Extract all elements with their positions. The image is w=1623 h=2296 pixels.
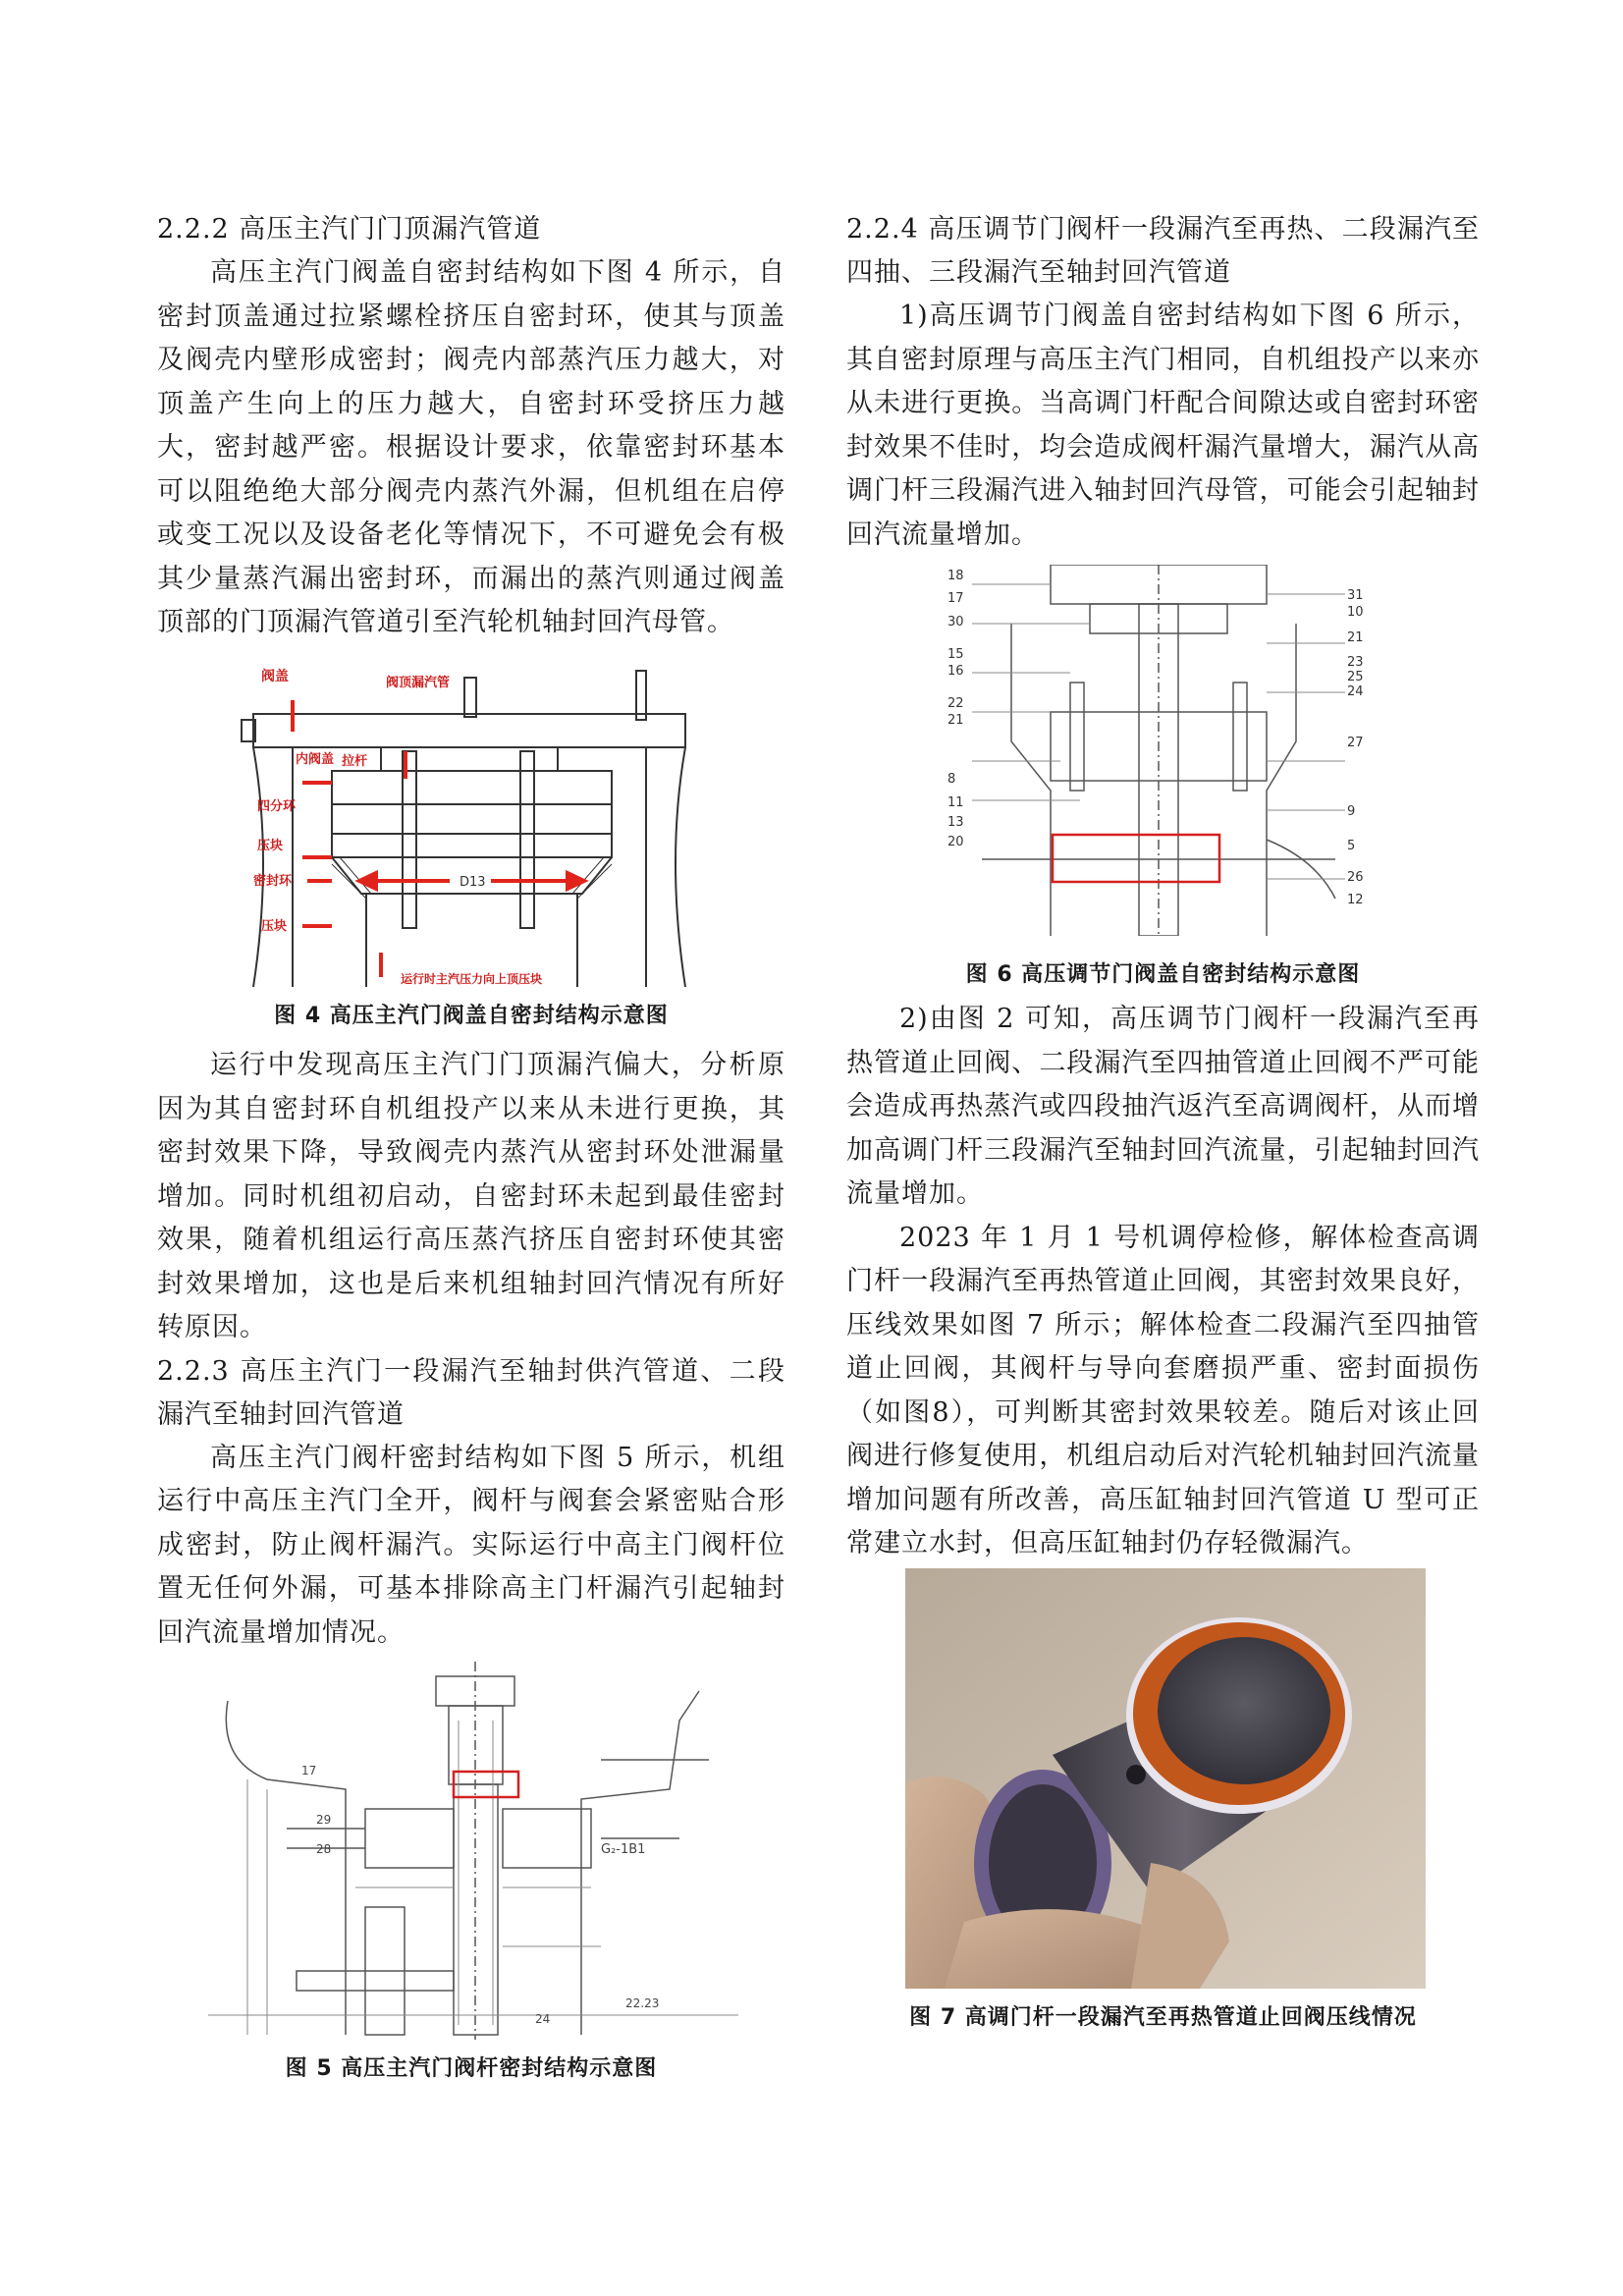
figure-6-left-numbers bbox=[947, 569, 964, 849]
fig6-left-number: 16 bbox=[947, 664, 964, 679]
fig6-left-number: 22 bbox=[947, 696, 964, 711]
fig6-right-number: 26 bbox=[1347, 870, 1364, 885]
label-bottom-note: 运行时主汽压力向上顶压块 bbox=[401, 972, 543, 986]
figure-6 bbox=[943, 565, 1375, 936]
label-dimension: D13 bbox=[460, 875, 486, 890]
label-cover: 阀盖 bbox=[261, 669, 289, 684]
section-2-2-3-heading: 2.2.3 高压主汽门一段漏汽至轴封供汽管道、二段漏汽至轴封回汽管道 bbox=[157, 1355, 785, 1430]
fig6-left-number: 20 bbox=[947, 835, 964, 849]
fig6-left-number: 17 bbox=[947, 591, 964, 606]
fig5-label-g2: G₂-1B1 bbox=[601, 1842, 646, 1857]
label-press-block-2: 压块 bbox=[261, 919, 288, 934]
label-four-split-ring: 四分环 bbox=[257, 799, 297, 814]
fig6-left-number: 15 bbox=[947, 647, 964, 662]
figure-7-caption: 图 7 高调门杆一段漏汽至再热管道止回阀压线情况 bbox=[909, 2005, 1417, 2030]
figure-6-diagram bbox=[943, 565, 1375, 936]
left-column bbox=[157, 208, 785, 645]
section-2-2-2-heading: 2.2.2 高压主汽门门顶漏汽管道 bbox=[157, 214, 542, 245]
fig5-label-17: 17 bbox=[301, 1764, 317, 1777]
fig6-right-number: 23 bbox=[1347, 655, 1364, 670]
section-2-2-4-heading: 2.2.4 高压调节门阀杆一段漏汽至再热、二段漏汽至四抽、三段漏汽至轴封回汽管道 bbox=[846, 214, 1480, 288]
label-seal-ring: 密封环 bbox=[253, 874, 293, 889]
figure-4-caption: 图 4 高压主汽门阀盖自密封结构示意图 bbox=[274, 1004, 669, 1028]
fig6-left-number: 8 bbox=[947, 772, 956, 787]
section-2-2-4-paragraph-1: 1)高压调节门阀盖自密封结构如下图 6 所示，其自密封原理与高压主汽门相同，自机组投产以来亦从未进行更换。当高调门杆配合间隙达或自密封环密封效果不佳时，均会造成阀杆漏汽量增大，漏汽从高调门杆三段漏汽进入轴封回汽母管，可能会引起轴封回汽流量增加。 bbox=[846, 301, 1480, 550]
fig6-left-number: 21 bbox=[947, 713, 964, 728]
label-press-block: 压块 bbox=[257, 839, 284, 853]
figure-5-caption: 图 5 高压主汽门阀杆密封结构示意图 bbox=[285, 2056, 658, 2081]
right-column bbox=[846, 208, 1480, 557]
left-column-continued bbox=[157, 1044, 785, 1655]
section-2-2-4-paragraph-3: 2023 年 1 月 1 号机调停检修，解体检查高调门杆一段漏汽至再热管道止回阀，其密封效果良好，压线效果如图 7 所示；解体检查二段漏汽至四抽管道止回阀，其阀杆与导向套磨损严重、密封面损伤（如图8），可判断其密封效果较差。随后对该止回阀进行修复使用，机组启动后对汽轮机轴封回汽流量增加问题有所改善，高压缸轴封回汽管道 U 型可正常建立水封，但高压缸轴封仍存轻微漏汽。 bbox=[846, 1222, 1480, 1558]
figure-6-caption: 图 6 高压调节门阀盖自密封结构示意图 bbox=[965, 962, 1361, 987]
fig5-label-22-23: 22.23 bbox=[625, 1996, 660, 2010]
figure-6-right-numbers bbox=[1347, 588, 1364, 907]
label-tie-rod: 拉杆 bbox=[342, 754, 368, 769]
section-2-2-2-paragraph-2: 运行中发现高压主汽门门顶漏汽偏大，分析原因为其自密封环自机组投产以来从未进行更换，其密封效果下降，导致阀壳内蒸汽从密封环处泄漏量增加。同时机组初启动，自密封环未起到最佳密封效果，随着机组运行高压蒸汽挤压自密封环使其密封效果增加，这也是后来机组轴封回汽情况有所好转原因。 bbox=[157, 1050, 785, 1342]
fig6-left-number: 30 bbox=[947, 615, 964, 629]
fig5-label-29: 29 bbox=[316, 1813, 332, 1827]
fig5-label-24: 24 bbox=[535, 2012, 551, 2026]
figure-4 bbox=[234, 663, 705, 987]
fig6-left-number: 11 bbox=[947, 795, 964, 810]
fig6-left-number: 18 bbox=[947, 569, 964, 583]
label-top-leak-pipe: 阀顶漏汽管 bbox=[386, 676, 451, 690]
fig6-right-number: 9 bbox=[1347, 804, 1356, 819]
figure-6-highlight-box bbox=[1053, 835, 1219, 882]
fig6-right-number: 12 bbox=[1347, 893, 1364, 907]
label-inner-cover: 内阀盖 bbox=[296, 752, 335, 767]
figure-5-diagram bbox=[208, 1662, 738, 2040]
fig6-right-number: 10 bbox=[1347, 605, 1364, 620]
figure-5 bbox=[208, 1662, 738, 2040]
figure-7-illustration bbox=[905, 1568, 1426, 1989]
figure-7-photo bbox=[905, 1568, 1426, 1989]
section-2-2-2-paragraph-1: 高压主汽门阀盖自密封结构如下图 4 所示，自密封顶盖通过拉紧螺栓挤压自密封环，使其与顶盖及阀壳内壁形成密封；阀壳内部蒸汽压力越大，对顶盖产生向上的压力越大，自密封环受挤压力越大，密封越严密。根据设计要求，依靠密封环基本可以阻绝绝大部分阀壳内蒸汽外漏，但机组在启停或变工况以及设备老化等情况下，不可避免会有极其少量蒸汽漏出密封环，而漏出的蒸汽则通过阀盖顶部的门顶漏汽管道引至汽轮机轴封回汽母管。 bbox=[157, 257, 785, 637]
fig6-right-number: 5 bbox=[1347, 839, 1356, 853]
fig6-right-number: 25 bbox=[1347, 670, 1364, 684]
section-2-2-3-paragraph-1: 高压主汽门阀杆密封结构如下图 5 所示，机组运行中高压主汽门全开，阀杆与阀套会紧密贴合形成密封，防止阀杆漏汽。实际运行中高主门阀杆位置无任何外漏，可基本排除高主门杆漏汽引起轴封回汽流量增加情况。 bbox=[157, 1442, 785, 1648]
fig5-label-28: 28 bbox=[316, 1842, 332, 1856]
fig6-right-number: 24 bbox=[1347, 684, 1364, 699]
section-2-2-4-paragraph-2: 2)由图 2 可知，高压调节门阀杆一段漏汽至再热管道止回阀、二段漏汽至四抽管道止回阀不严可能会造成再热蒸汽或四段抽汽返汽至高调阀杆，从而增加高调门杆三段漏汽至轴封回汽流量，引起轴封回汽流量增加。 bbox=[846, 1004, 1480, 1209]
right-column-continued bbox=[846, 998, 1480, 1566]
fig6-right-number: 31 bbox=[1347, 588, 1364, 603]
fig6-right-number: 21 bbox=[1347, 630, 1364, 645]
fig6-right-number: 27 bbox=[1347, 736, 1364, 750]
fig6-left-number: 13 bbox=[947, 815, 964, 830]
figure-4-diagram bbox=[234, 663, 705, 987]
